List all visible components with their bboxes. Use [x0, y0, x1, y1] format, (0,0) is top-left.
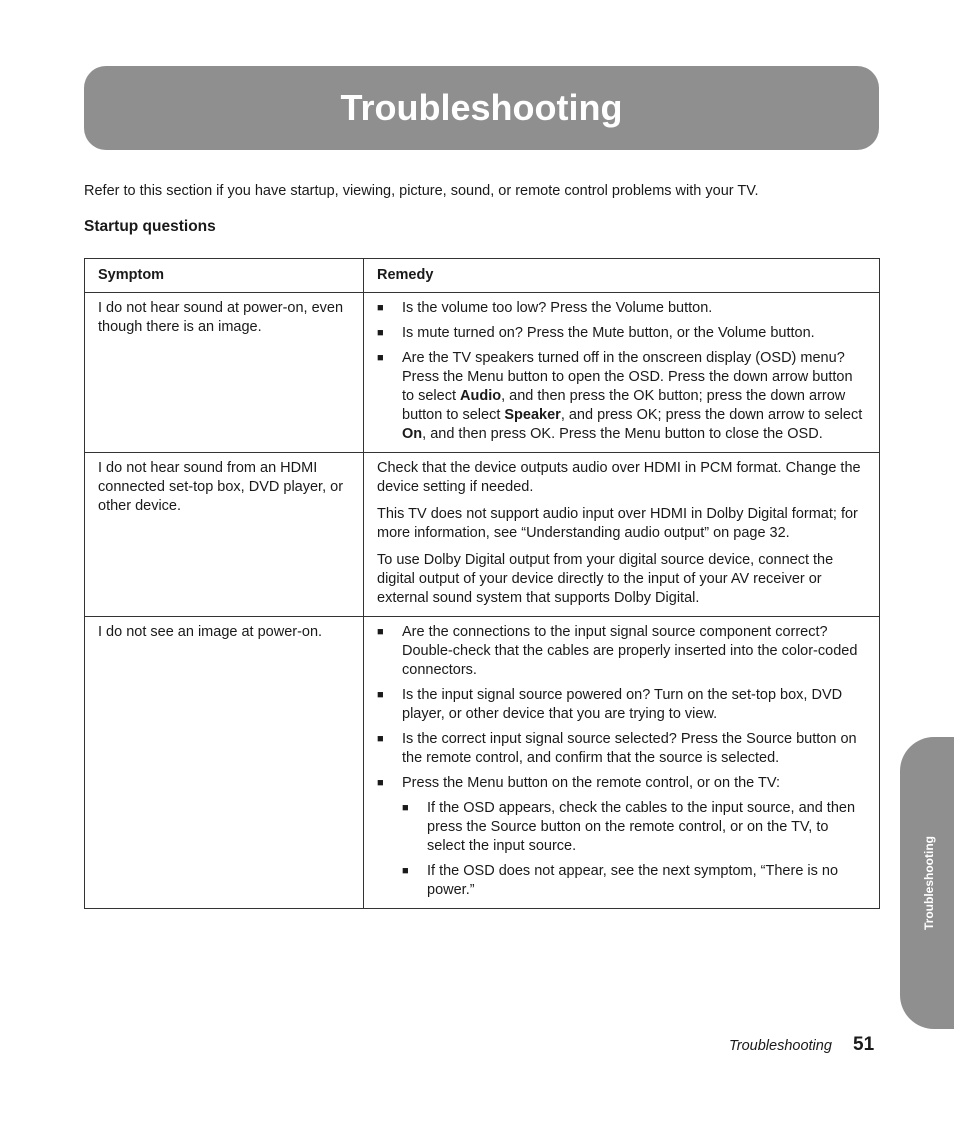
- bullet-square-icon: ■: [377, 327, 384, 339]
- remedy-bullet: ■ Press the Menu button on the remote control, or on the TV:: [377, 775, 781, 791]
- table-header-row: [85, 259, 880, 293]
- remedy-bullet: ■ Is the correct input signal source selected? Press the Source button on the remote control, and confirm that the source is selected.: [377, 731, 857, 766]
- section-heading: Startup questions: [84, 218, 216, 235]
- intro-paragraph: Refer to this section if you have startup, viewing, picture, sound, or remote control problems with your TV.: [84, 183, 759, 199]
- remedy-cell: [364, 617, 880, 909]
- menu-term-on: On: [402, 426, 423, 442]
- remedy-sub-bullet: ■ If the OSD appears, check the cables to the input source, and then press the Source button on the remote control, or on the TV, to select the input source.: [402, 800, 856, 854]
- remedy-bullet: ■ Is the input signal source powered on? Turn on the set-top box, DVD player, or other device that you are trying to view.: [377, 687, 843, 722]
- bullet-square-icon: ■: [377, 352, 384, 364]
- menu-term-speaker: Speaker: [504, 407, 561, 423]
- remedy-bullet: ■ Are the connections to the input signal source component correct? Double-check that the cables are properly inserted into the color-coded connectors.: [377, 624, 858, 678]
- remedy-cell: [364, 293, 880, 453]
- bullet-square-icon: ■: [377, 626, 384, 638]
- symptom-cell: I do not hear sound at power-on, even though there is an image.: [85, 293, 364, 453]
- symptom-cell: I do not see an image at power-on.: [85, 617, 364, 909]
- table-row: [85, 293, 880, 453]
- remedy-bullet: ■ Is the volume too low? Press the Volume button.: [377, 300, 713, 316]
- remedy-bullet: ■ Are the TV speakers turned off in the onscreen display (OSD) menu? Press the Menu button to open the OSD. Press the down arrow button to select Audio, and then press the OK button; press the down arrow button to select Speaker, and press OK; press the down arrow to select On, and then press OK. Press the Menu button to close the OSD.: [377, 350, 863, 442]
- bullet-square-icon: ■: [377, 302, 384, 314]
- page-number: 51: [853, 1034, 875, 1055]
- table-row: [85, 453, 880, 617]
- column-header-symptom: Symptom: [85, 259, 364, 293]
- remedy-cell: [364, 453, 880, 617]
- bullet-square-icon: ■: [402, 865, 409, 877]
- bullet-square-icon: ■: [402, 802, 409, 814]
- footer-section-name: Troubleshooting: [729, 1038, 832, 1054]
- menu-term-audio: Audio: [460, 388, 502, 404]
- remedy-bullet: ■ Is mute turned on? Press the Mute button, or the Volume button.: [377, 325, 815, 341]
- bullet-square-icon: ■: [377, 777, 384, 789]
- table-row: [85, 617, 880, 909]
- column-header-remedy: Remedy: [364, 259, 880, 293]
- remedy-paragraph: To use Dolby Digital output from your digital source device, connect the digital output of your device directly to the input of your AV receiver or external sound system that supports Dolby Digital.: [377, 552, 834, 606]
- remedy-sub-bullet: ■ If the OSD does not appear, see the next symptom, “There is no power.”: [402, 863, 839, 898]
- header-banner: [84, 66, 879, 150]
- bullet-square-icon: ■: [377, 733, 384, 745]
- symptom-cell: I do not hear sound from an HDMI connected set-top box, DVD player, or other device.: [85, 453, 364, 617]
- remedy-paragraph: Check that the device outputs audio over HDMI in PCM format. Change the device setting if needed.: [377, 460, 861, 495]
- troubleshooting-table: [84, 258, 880, 909]
- page-title: Troubleshooting: [340, 87, 623, 128]
- chapter-side-tab-label: Troubleshooting: [922, 836, 936, 930]
- remedy-paragraph: This TV does not support audio input over HDMI in Dolby Digital format; for more information, see “Understanding audio output” on page 32.: [377, 506, 858, 541]
- bullet-square-icon: ■: [377, 689, 384, 701]
